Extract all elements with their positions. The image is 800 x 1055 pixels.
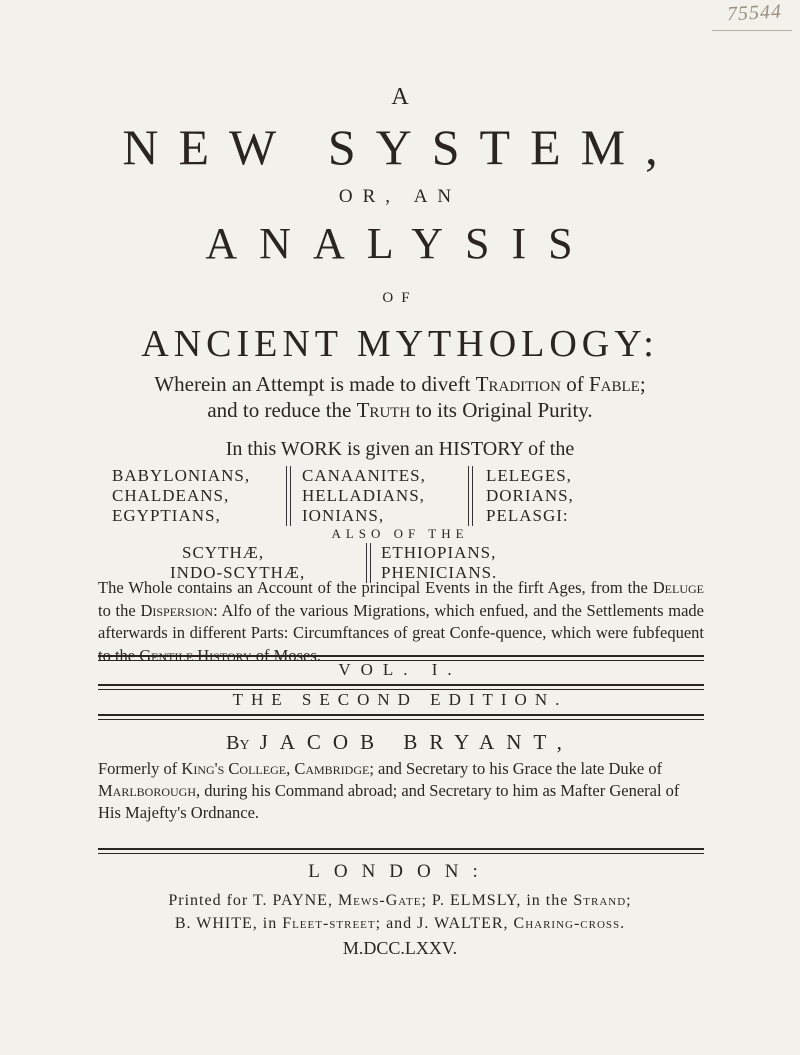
- nation-name: PHENICIANS.: [381, 563, 498, 582]
- imprint-text: B. WHITE, in: [174, 915, 283, 932]
- summary-paragraph: [98, 577, 704, 667]
- summary-text: of Moses.: [251, 645, 321, 665]
- description-text: and to reduce the: [207, 398, 357, 422]
- description-text: Wherein an Attempt is made to diveft: [154, 372, 476, 396]
- author-line: [0, 730, 800, 755]
- author-description: [98, 758, 704, 824]
- title-article: A: [391, 84, 409, 110]
- imprint-mews-gate: Mews-Gate: [337, 892, 422, 909]
- imprint-text: ;: [626, 892, 632, 909]
- title-line-analysis: ANALYSIS: [205, 219, 595, 268]
- description-truth: Truth: [356, 398, 411, 422]
- summary-text: The Whole contains an Account of the principal Events in the firft Ages, from the: [98, 578, 653, 597]
- edition: THE SECOND EDITION.: [232, 690, 568, 709]
- title-line-new-system: NEW SYSTEM,: [122, 119, 678, 175]
- title-of: OF: [382, 290, 418, 306]
- nations-column-1: [112, 466, 250, 526]
- also-of-the: ALSO OF THE: [331, 526, 469, 541]
- nation-name: DORIANS,: [486, 486, 574, 505]
- author-text: ; and Secretary to his Grace the late Duke of: [369, 759, 663, 778]
- author-marlborough: Marlborough: [98, 781, 197, 800]
- imprint-city: LONDON:: [308, 861, 492, 882]
- imprint-line-1: [0, 892, 800, 910]
- nation-name: IONIANS,: [302, 506, 385, 525]
- description-text: of: [560, 372, 589, 396]
- column-divider: [286, 466, 291, 526]
- nation-name: CANAANITES,: [302, 466, 426, 485]
- title-or-an: OR, AN: [338, 186, 462, 207]
- nation-name: EGYPTIANS,: [112, 506, 221, 525]
- author-text: Formerly of: [98, 759, 182, 778]
- imprint-charing-cross: Charing-cross: [513, 915, 621, 932]
- nation-name: INDO-SCYTHÆ,: [170, 563, 306, 582]
- divider-rule: [98, 848, 704, 854]
- shelfmark-annotation: 75544: [726, 0, 783, 26]
- imprint-date: M.DCC.LXXV.: [342, 938, 458, 958]
- author-text: , during his Command abroad; and Secretary to him as Mafter General of His Majefty's Ordnance.: [98, 781, 680, 822]
- imprint-fleet-street: Fleet-street: [282, 915, 376, 932]
- description-line-1: [0, 372, 800, 397]
- author-name: JACOB BRYANT,: [259, 730, 574, 754]
- summary-text: to the: [98, 600, 141, 620]
- description-fable: Fable: [588, 372, 640, 396]
- description-tradition: Tradition: [475, 372, 561, 396]
- imprint-text: ; P. ELMSLY, in the: [421, 892, 574, 909]
- summary-deluge: Deluge: [652, 578, 704, 597]
- contents-intro: In this WORK is given an HISTORY of the: [225, 438, 575, 460]
- nations-column-2: [302, 466, 426, 526]
- imprint-text: .: [620, 915, 626, 932]
- summary-dispersion: Dispersion: [140, 600, 214, 620]
- imprint-text: Printed for T. PAYNE,: [168, 892, 338, 909]
- nation-name: PELASGI:: [486, 506, 569, 525]
- volume-number: VOL. I.: [338, 660, 462, 679]
- nation-name: LELEGES,: [486, 466, 572, 485]
- shelfmark-underline: [712, 30, 792, 31]
- nation-name: BABYLONIANS,: [112, 466, 251, 485]
- summary-text: : Alfo of the various Migrations, which enfued, and the Settlements made afterwards in different Parts: Circumftances of great Confe-quence, which were fubfequent to the: [98, 600, 704, 665]
- nation-name: HELLADIANS,: [302, 486, 425, 505]
- nation-name: SCYTHÆ,: [182, 543, 265, 562]
- nation-name: ETHIOPIANS,: [381, 543, 497, 562]
- description-text: to its Original Purity.: [410, 398, 593, 422]
- summary-gentile-history: Gentile History: [139, 645, 252, 665]
- column-divider: [468, 466, 473, 526]
- description-line-2: [0, 398, 800, 423]
- author-by: By: [226, 732, 250, 754]
- nations-column-3: [486, 466, 574, 526]
- nation-name: CHALDEANS,: [112, 486, 230, 505]
- description-text: ;: [639, 372, 646, 396]
- divider-rule: [98, 714, 704, 720]
- title-line-ancient-mythology: ANCIENT MYTHOLOGY:: [141, 323, 659, 365]
- imprint-strand: Strand: [573, 892, 627, 909]
- imprint-line-2: [0, 915, 800, 933]
- author-college: King's College, Cambridge: [181, 759, 370, 778]
- imprint-text: ; and J. WALTER,: [375, 915, 514, 932]
